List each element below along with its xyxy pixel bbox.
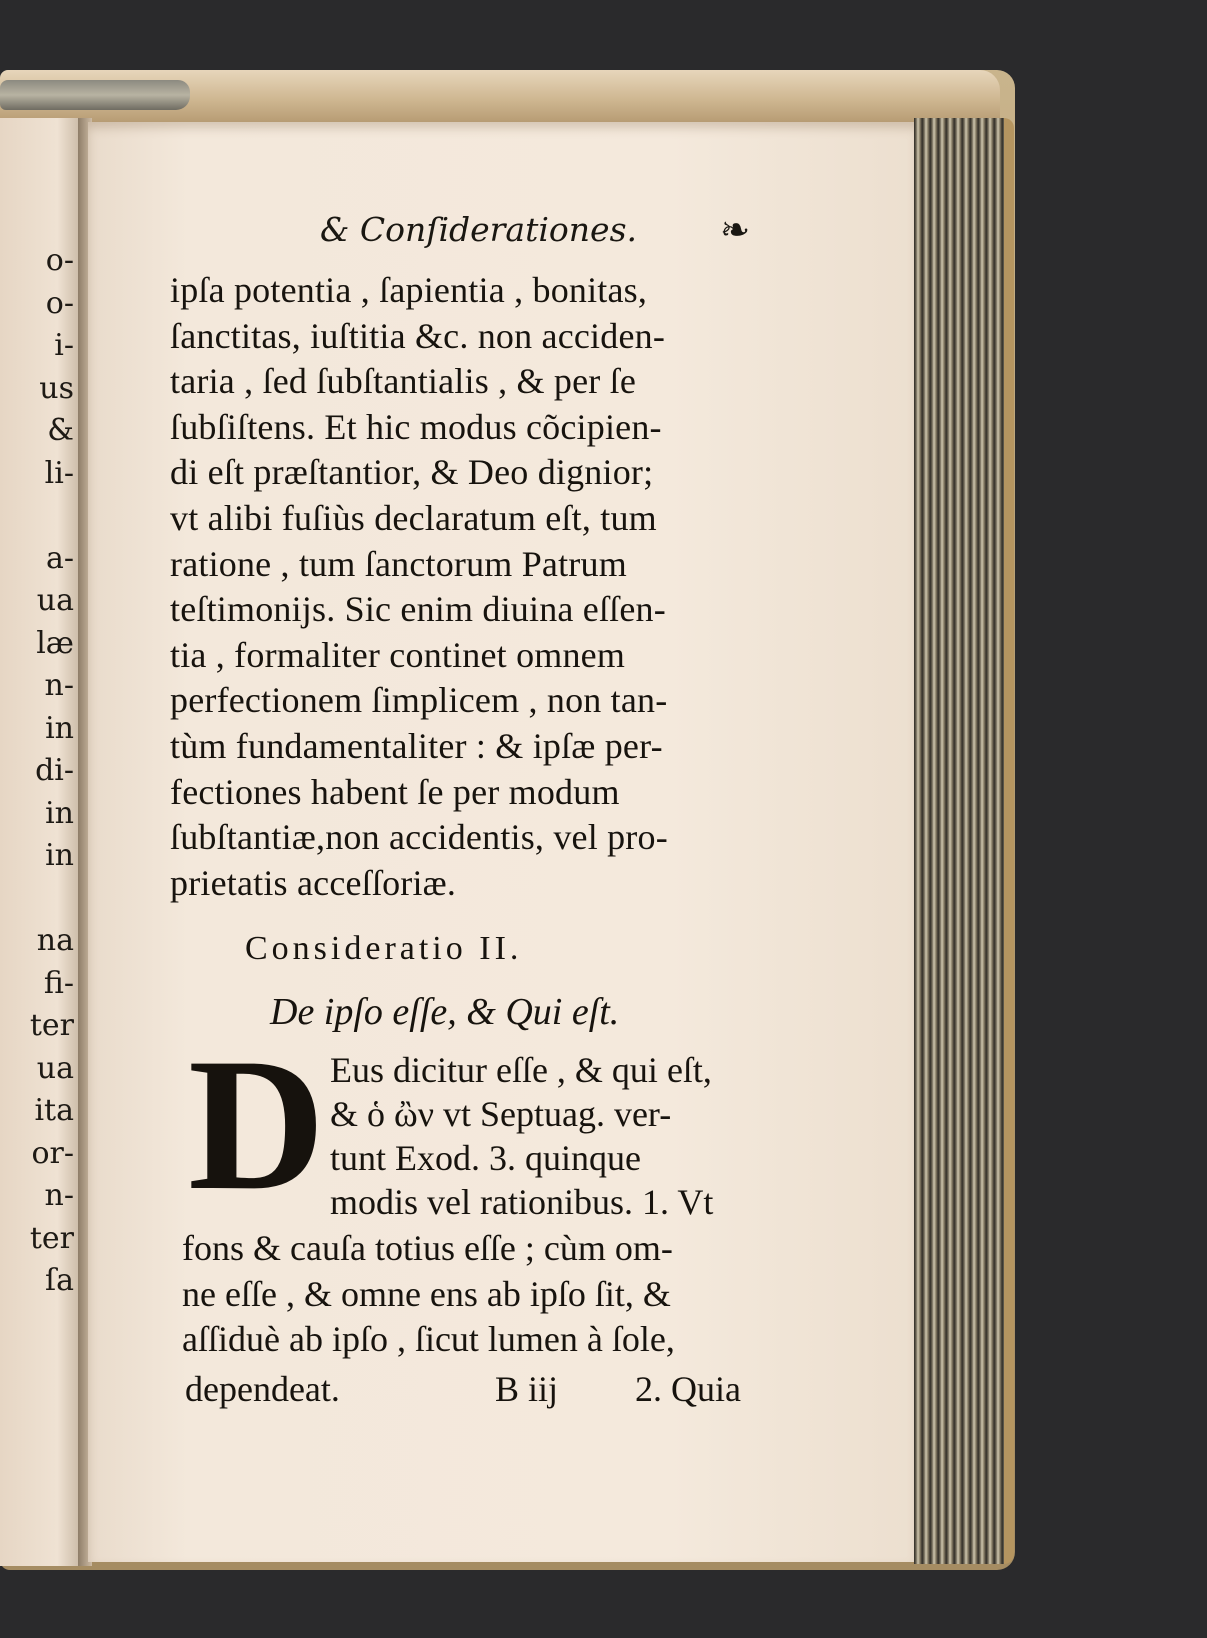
left-page-fragment: o- [45, 285, 74, 321]
page-fore-edge [914, 118, 1014, 1564]
left-page-fragment: fi- [43, 965, 74, 1001]
text-line: fons & cauſa totius eſſe ; cùm om- [182, 1228, 673, 1268]
left-page-fragment: in [45, 710, 74, 746]
left-page-fragment: in [45, 838, 74, 873]
page-footer-line [185, 1368, 775, 1412]
left-page-fragment: i- [54, 328, 74, 363]
running-head-text: & Conſiderationes. [320, 210, 637, 249]
left-page-fragment: or- [31, 1135, 74, 1171]
text-line: teſtimonijs. Sic enim diuina eſſen- [170, 589, 666, 630]
text-line: & ὁ ὢν vt Septuag. ver- [330, 1094, 672, 1134]
text-line: ſubſtantiæ,non accidentis, vel pro- [170, 817, 668, 858]
left-page-fragment [0, 878, 80, 921]
left-page-fragment: ua [36, 583, 74, 618]
footer-last-word: dependeat. [185, 1369, 340, 1409]
drop-cap: D [188, 1020, 326, 1230]
text-line: di eſt præſtantior, & Deo dignior; [170, 452, 654, 493]
text-line: tùm fundamentaliter : & ipſæ per- [170, 725, 663, 766]
left-page-fragment: na [36, 923, 74, 958]
left-page-fragment: in [45, 795, 74, 831]
text-line: fectiones habent ſe per modum [170, 771, 620, 812]
left-page-fragment: us [39, 370, 74, 406]
text-line: perfectionem ſimplicem , non tan- [170, 680, 668, 721]
left-page-fragment: ita [34, 1093, 74, 1128]
left-page-fragment: & [47, 413, 74, 448]
left-page-fragment: ter [29, 1008, 74, 1043]
text-line: prietatis acceſſoriæ. [170, 862, 457, 903]
ornament-icon: ❧ [720, 210, 751, 251]
text-line: tunt Exod. 3. quinque [330, 1138, 641, 1178]
text-line: ratione , tum ſanctorum Patrum [170, 543, 627, 584]
left-page-fragment: n- [44, 668, 74, 703]
text-line: modis vel rationibus. 1. Vt [330, 1182, 714, 1222]
left-page-fragment: ua [36, 1050, 74, 1086]
text-line: ne eſſe , & omne ens ab ipſo ſit, & [182, 1273, 671, 1314]
text-line: ſanctitas, iuſtitia &c. non acciden- [170, 315, 666, 356]
paragraph-2-beside-cap [330, 1048, 790, 1224]
left-page-fragment: di- [35, 753, 74, 788]
left-page-fragment [0, 495, 80, 538]
text-line: ipſa potentia , ſapientia , bonitas, [170, 270, 648, 310]
paragraph-1 [170, 268, 790, 906]
running-head [320, 210, 840, 260]
text-line: aſſiduè ab ipſo , ſicut lumen à ſole, [182, 1319, 675, 1359]
text-line: taria , ſed ſubſtantialis , & per ſe [170, 361, 637, 402]
text-line: tia , formaliter continet omnem [170, 634, 626, 675]
left-page-fragment: a- [45, 540, 74, 576]
text-line: ſubſiſtens. Et hic modus cõcipien- [170, 406, 662, 447]
bookmark-ribbon [0, 80, 190, 110]
left-page-fragment: ter [29, 1220, 74, 1256]
text-line: Eus dicitur eſſe , & qui eſt, [330, 1050, 712, 1090]
left-page-fragment: li- [44, 455, 74, 491]
left-page-fragment: ſa [45, 1263, 74, 1298]
left-page-fragment: n- [44, 1178, 74, 1213]
section-subheading: De ipſo eſſe, & Qui eſt. [270, 991, 620, 1033]
signature-mark: B iij [495, 1369, 559, 1409]
text-line: vt alibi fuſiùs declaratum eſt, tum [170, 497, 657, 538]
paragraph-2-continued [182, 1226, 792, 1363]
left-page-fragment: læ [36, 625, 74, 661]
left-page-text-fragments [0, 240, 80, 1303]
section-heading: Consideratio II. [245, 930, 523, 967]
left-page-fragment: o- [45, 243, 74, 278]
catchword: 2. Quia [635, 1369, 741, 1409]
